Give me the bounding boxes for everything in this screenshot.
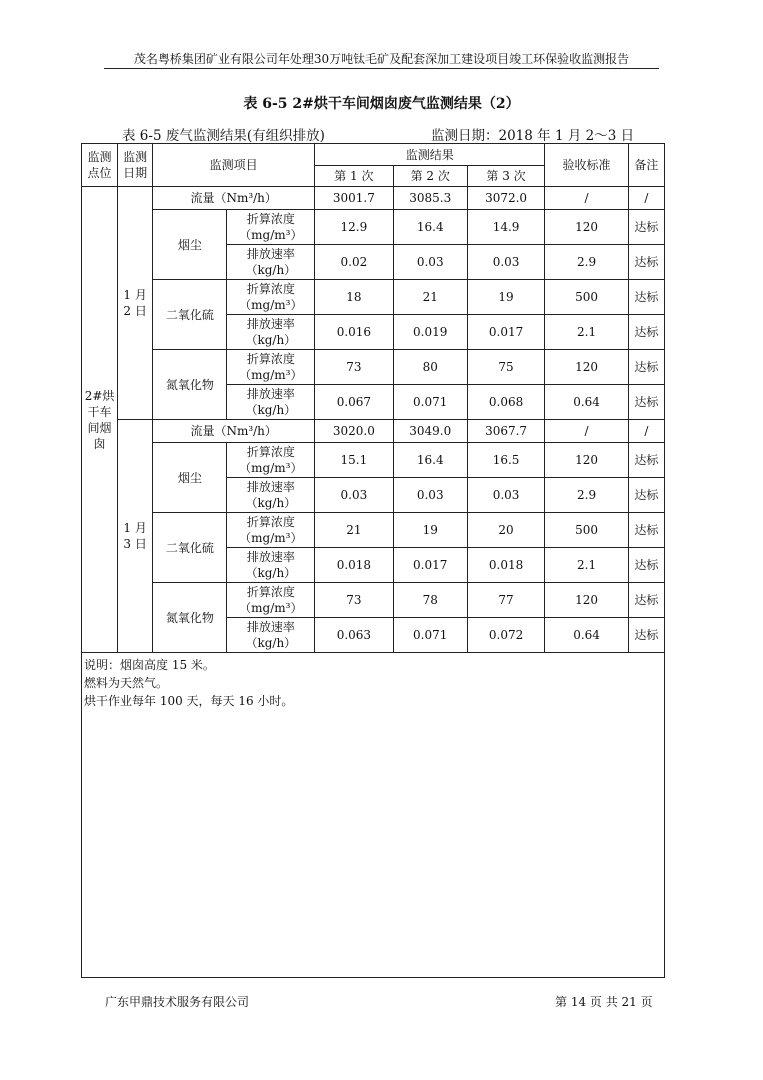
pollutant-row xyxy=(82,210,665,245)
standard-value: 2.9 xyxy=(545,478,629,513)
standard-value: 120 xyxy=(545,350,629,385)
flow-row xyxy=(82,187,665,210)
monitoring-results-table xyxy=(81,143,665,978)
concentration-label: 折算浓度（mg/m³） xyxy=(227,280,315,315)
remark-value: 达标 xyxy=(628,443,664,478)
flow-row xyxy=(82,420,665,443)
remark-value: / xyxy=(628,420,664,443)
concentration-label: 折算浓度（mg/m³） xyxy=(227,583,315,618)
pollutant-name: 氮氧化物 xyxy=(153,350,227,420)
pollutant-name: 二氧化硫 xyxy=(153,280,227,350)
standard-value: 0.64 xyxy=(545,385,629,420)
table-title: 表 6-5 2#烘干车间烟囱废气监测结果（2） xyxy=(243,96,520,112)
standard-value: 500 xyxy=(545,280,629,315)
remark-value: 达标 xyxy=(628,618,664,653)
value-round-2: 0.071 xyxy=(393,618,467,653)
emission-rate-label: 排放速率（kg/h） xyxy=(227,548,315,583)
notes-cell xyxy=(82,653,665,978)
pollutant-row xyxy=(82,280,665,315)
pollutant-name: 二氧化硫 xyxy=(153,513,227,583)
pollutant-row xyxy=(82,350,665,385)
value-round-1: 3001.7 xyxy=(315,187,393,210)
pollutant-name: 烟尘 xyxy=(153,210,227,280)
monitoring-point: 2#烘干车间烟囱 xyxy=(82,187,118,653)
header-round-1: 第 1 次 xyxy=(315,166,393,187)
value-round-3: 0.068 xyxy=(467,385,544,420)
standard-value: 2.1 xyxy=(545,315,629,350)
concentration-label: 折算浓度（mg/m³） xyxy=(227,210,315,245)
pollutant-row xyxy=(82,583,665,618)
header-round-2: 第 2 次 xyxy=(393,166,467,187)
standard-value: / xyxy=(545,420,629,443)
value-round-3: 77 xyxy=(467,583,544,618)
value-round-3: 3072.0 xyxy=(467,187,544,210)
value-round-3: 0.03 xyxy=(467,478,544,513)
remark-value: 达标 xyxy=(628,315,664,350)
standard-value: 2.9 xyxy=(545,245,629,280)
remark-value: 达标 xyxy=(628,385,664,420)
remark-value: 达标 xyxy=(628,280,664,315)
remark-value: 达标 xyxy=(628,478,664,513)
value-round-3: 0.018 xyxy=(467,548,544,583)
value-round-1: 3020.0 xyxy=(315,420,393,443)
footer-company: 广东甲鼎技术服务有限公司 xyxy=(105,995,250,1009)
value-round-1: 21 xyxy=(315,513,393,548)
header-divider xyxy=(104,68,659,69)
standard-value: 120 xyxy=(545,210,629,245)
value-round-2: 0.03 xyxy=(393,245,467,280)
remark-value: 达标 xyxy=(628,583,664,618)
pollutant-name: 氮氧化物 xyxy=(153,583,227,653)
value-round-3: 3067.7 xyxy=(467,420,544,443)
pollutant-row xyxy=(82,513,665,548)
value-round-3: 20 xyxy=(467,513,544,548)
remark-value: 达标 xyxy=(628,350,664,385)
standard-value: 0.64 xyxy=(545,618,629,653)
header-standard: 验收标准 xyxy=(545,144,629,187)
header-results: 监测结果 xyxy=(315,144,545,166)
emission-rate-label: 排放速率（kg/h） xyxy=(227,385,315,420)
concentration-label: 折算浓度（mg/m³） xyxy=(227,350,315,385)
remark-value: 达标 xyxy=(628,245,664,280)
concentration-label: 折算浓度（mg/m³） xyxy=(227,443,315,478)
standard-value: / xyxy=(545,187,629,210)
header-remark: 备注 xyxy=(628,144,664,187)
value-round-3: 0.017 xyxy=(467,315,544,350)
value-round-1: 0.03 xyxy=(315,478,393,513)
remark-value: 达标 xyxy=(628,210,664,245)
value-round-2: 19 xyxy=(393,513,467,548)
value-round-2: 3049.0 xyxy=(393,420,467,443)
value-round-2: 16.4 xyxy=(393,210,467,245)
value-round-1: 0.02 xyxy=(315,245,393,280)
emission-rate-label: 排放速率（kg/h） xyxy=(227,245,315,280)
header-date: 监测日期 xyxy=(118,144,153,187)
flow-label: 流量（Nm³/h） xyxy=(153,187,315,210)
table-subtitle: 表 6-5 废气监测结果(有组织排放) xyxy=(122,128,325,144)
value-round-2: 16.4 xyxy=(393,443,467,478)
standard-value: 500 xyxy=(545,513,629,548)
value-round-3: 14.9 xyxy=(467,210,544,245)
value-round-1: 73 xyxy=(315,583,393,618)
concentration-label: 折算浓度（mg/m³） xyxy=(227,513,315,548)
header-row xyxy=(82,144,665,166)
value-round-3: 75 xyxy=(467,350,544,385)
monitoring-date: 监测日期：2018 年 1 月 2～3 日 xyxy=(431,128,635,144)
pollutant-name: 烟尘 xyxy=(153,443,227,513)
standard-value: 120 xyxy=(545,583,629,618)
value-round-1: 12.9 xyxy=(315,210,393,245)
notes-row xyxy=(82,653,665,978)
value-round-2: 0.019 xyxy=(393,315,467,350)
header-item: 监测项目 xyxy=(153,144,315,187)
value-round-3: 0.03 xyxy=(467,245,544,280)
report-header: 茂名粤桥集团矿业有限公司年处理30万吨钛毛矿及配套深加工建设项目竣工环保验收监测报告 xyxy=(133,52,630,66)
value-round-1: 73 xyxy=(315,350,393,385)
pollutant-row xyxy=(82,443,665,478)
value-round-2: 0.017 xyxy=(393,548,467,583)
header-point: 监测点位 xyxy=(82,144,118,187)
footer-page-number: 第 14 页 共 21 页 xyxy=(555,995,653,1009)
flow-label: 流量（Nm³/h） xyxy=(153,420,315,443)
monitoring-date-cell: 1 月 3 日 xyxy=(118,420,153,653)
value-round-2: 0.03 xyxy=(393,478,467,513)
standard-value: 2.1 xyxy=(545,548,629,583)
value-round-2: 80 xyxy=(393,350,467,385)
note-line: 说明：烟囱高度 15 米。 xyxy=(84,658,215,672)
value-round-1: 18 xyxy=(315,280,393,315)
value-round-3: 19 xyxy=(467,280,544,315)
note-line: 烘干作业每年 100 天，每天 16 小时。 xyxy=(84,694,294,708)
value-round-2: 3085.3 xyxy=(393,187,467,210)
value-round-3: 0.072 xyxy=(467,618,544,653)
value-round-1: 0.063 xyxy=(315,618,393,653)
remark-value: 达标 xyxy=(628,513,664,548)
emission-rate-label: 排放速率（kg/h） xyxy=(227,618,315,653)
note-line: 燃料为天然气。 xyxy=(84,676,169,690)
remark-value: / xyxy=(628,187,664,210)
emission-rate-label: 排放速率（kg/h） xyxy=(227,478,315,513)
value-round-2: 21 xyxy=(393,280,467,315)
value-round-2: 78 xyxy=(393,583,467,618)
value-round-3: 16.5 xyxy=(467,443,544,478)
value-round-2: 0.071 xyxy=(393,385,467,420)
value-round-1: 0.067 xyxy=(315,385,393,420)
value-round-1: 0.016 xyxy=(315,315,393,350)
emission-rate-label: 排放速率（kg/h） xyxy=(227,315,315,350)
remark-value: 达标 xyxy=(628,548,664,583)
standard-value: 120 xyxy=(545,443,629,478)
value-round-1: 0.018 xyxy=(315,548,393,583)
value-round-1: 15.1 xyxy=(315,443,393,478)
monitoring-date-cell: 1 月 2 日 xyxy=(118,187,153,420)
header-round-3: 第 3 次 xyxy=(467,166,544,187)
